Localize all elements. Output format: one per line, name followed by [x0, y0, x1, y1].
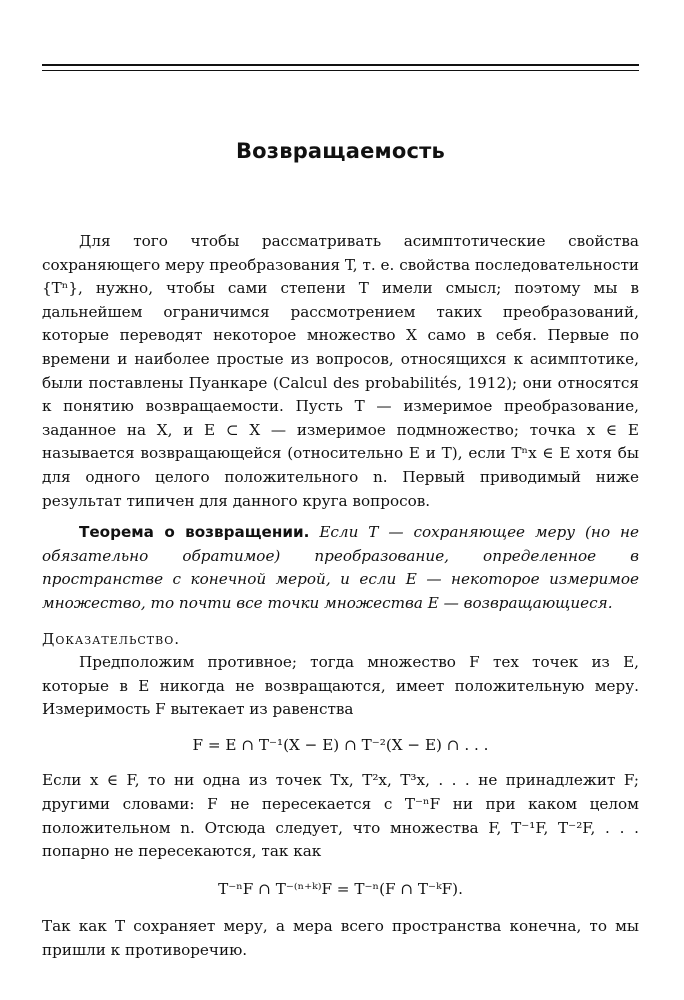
theorem-heading: Теорема о возвращении. [79, 523, 310, 542]
formula-equality: F = E ∩ T⁻¹(X − E) ∩ T⁻²(X − E) ∩ . . . [192, 735, 489, 754]
header-rule-thick [42, 64, 639, 66]
proof-heading: Доказательство. [42, 629, 181, 648]
proof-paragraph-2: Если x ∈ F, то ни одна из точек Tx, T²x, T³x, . . . не принадлежит F; другими словами: F не пересекается с T⁻ⁿF ни при каком целом положительном n. Отсюда следует, что множества F, T⁻¹F, T⁻²F, . . . попарно не пересекаются, так как [42, 771, 639, 861]
theorem-paragraph [42, 521, 639, 615]
proof-paragraph-1: Предположим противное; тогда множество F тех точек из E, которые в E никогда не возвращаются, имеет положительную меру. Измеримость F вытекает из равенства [42, 653, 639, 719]
chapter-title: Возвращаемость [235, 139, 446, 163]
header-rule-thin [42, 70, 639, 71]
text-body [42, 230, 639, 963]
intro-paragraph: Для того чтобы рассматривать асимптотические свойства сохраняющего меру преобразования T, т. е. свойства последовательности {Tⁿ}, нужно, чтобы сами степени T имели смысл; поэтому мы в дальнейшем ограничимся рассмотрением таких преобразований, которые переводят некоторое множество X само в себя. Первые по времени и наиболее простые из вопросов, относящихся к асимптотике, были поставлены Пуанкаре (Calcul des probabilités, 1912); они относятся к понятию возвращаемости. Пусть T — измеримое преобразование, заданное на X, и E ⊂ X — измеримое подмножество; точка x ∈ E называется возвращающейся (относительно E и T), если Tⁿx ∈ E хотя бы для одного целого положительного n. Первый приводимый ниже результат типичен для данного круга вопросов. [42, 232, 639, 510]
theorem-statement: Если T — сохраняющее меру (но не обязательно обратимое) преобразование, определенное в пространстве с конечной мерой, и если E — некоторое измеримое множество, то почти все точки множества E — возвращающиеся. [42, 523, 639, 612]
proof-paragraph-3: Так как T сохраняет меру, а мера всего пространства конечна, то мы пришли к противоречию. [42, 917, 639, 960]
formula-intersection: T⁻ⁿF ∩ T⁻⁽ⁿ⁺ᵏ⁾F = T⁻ⁿ(F ∩ T⁻ᵏF). [218, 879, 463, 898]
